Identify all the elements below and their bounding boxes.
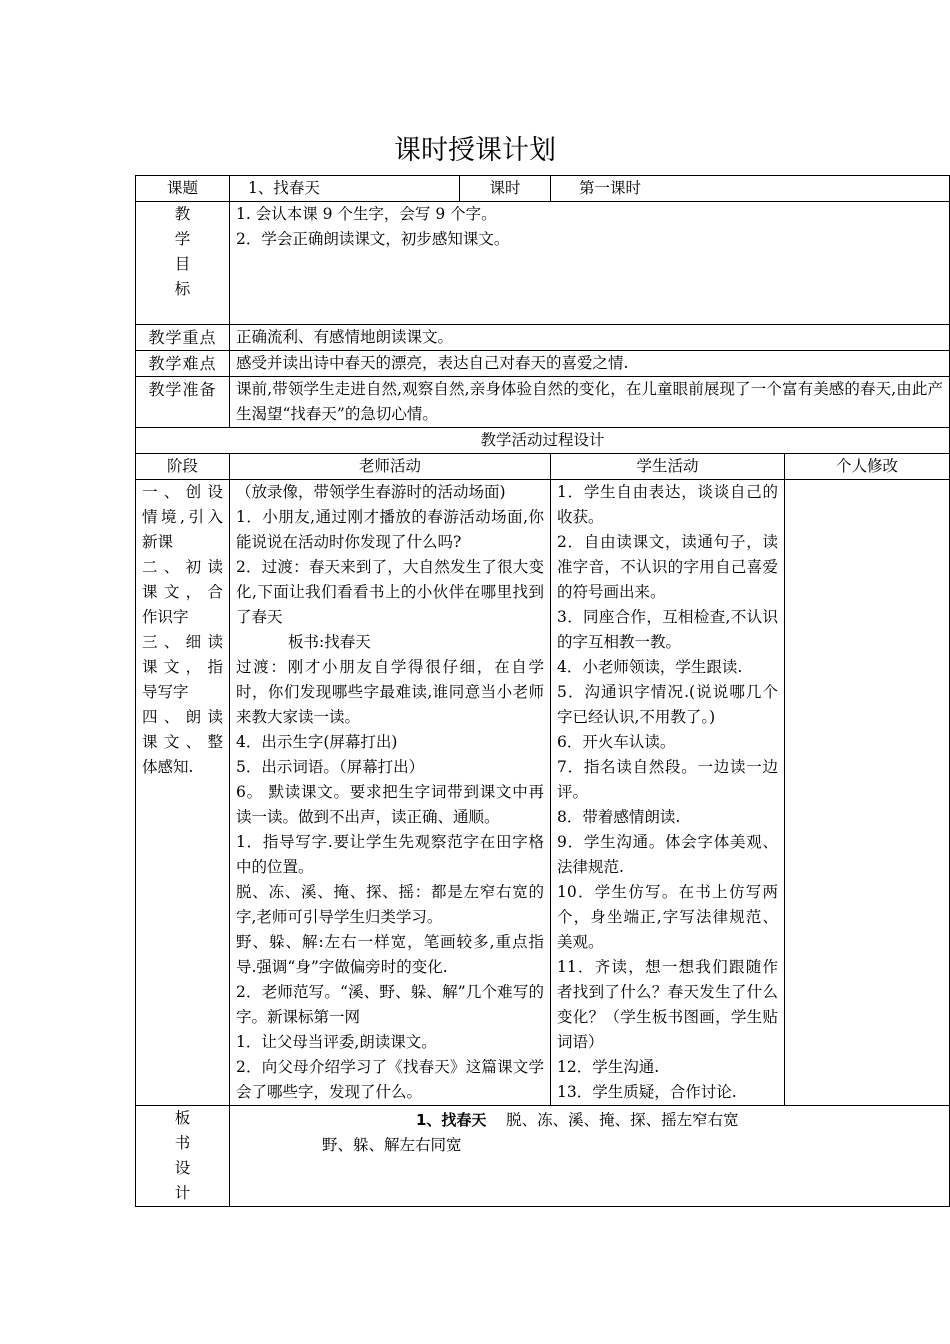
teacher-activity: 过渡：刚才小朋友自学得很仔细，在自学时，你们发现哪些字最难读,谁同意当小老师来教大家读一读。 (236, 658, 544, 726)
difficulty-row (136, 351, 950, 377)
student-activity: 12．学生沟通. (557, 1058, 660, 1076)
teacher-activity: 4．出示生字(屏幕打出) (236, 733, 398, 751)
key-point-label: 教学重点 (136, 325, 230, 351)
difficulty-value: 感受并读出诗中春天的漂亮，表达自己对春天的喜爱之情. (230, 351, 950, 377)
board-heading: 1、找春天 (416, 1111, 487, 1129)
student-activity: 5．沟通识字情况.(说说哪几个字已经认识,不用教了。) (557, 683, 778, 726)
stage-line: 课文，指 (142, 658, 223, 676)
teacher-activity: （放录像，带领学生春游时的活动场面) (236, 483, 506, 501)
key-point-value: 正确流利、有感情地朗读课文。 (230, 325, 950, 351)
period-value: 第一课时 (551, 176, 950, 202)
objectives-content (230, 202, 950, 325)
lesson-plan-table (135, 175, 950, 1207)
teacher-activity: 板书:找春天 (288, 633, 371, 651)
stage-cell (136, 480, 230, 1106)
personal-notes-cell (785, 480, 950, 1106)
student-activity: 13．学生质疑，合作讨论. (557, 1083, 737, 1101)
board-line-1 (236, 1108, 943, 1133)
board-design-label: 板 书 设 计 (136, 1106, 230, 1207)
process-title-row (136, 428, 950, 454)
student-column-header: 学生活动 (551, 454, 785, 480)
page-title: 课时授课计划 (394, 135, 556, 166)
difficulty-label: 教学难点 (136, 351, 230, 377)
objective-item: 2．学会正确朗读课文，初步感知课文。 (236, 230, 510, 248)
stage-line: 作识字 (142, 608, 189, 626)
column-header-row (136, 454, 950, 480)
student-activity: 9．学生沟通。体会字体美观、法律规范. (557, 833, 778, 876)
board-text-1: 脱、冻、溪、掩、探、摇左窄右宽 (506, 1111, 739, 1129)
objectives-label: 教 学 目 标 (136, 202, 230, 325)
preparation-value: 课前,带领学生走进自然,观察自然,亲身体验自然的变化，在儿童眼前展现了一个富有美感的春天,由此产生渴望“找春天”的急切心情。 (230, 377, 950, 428)
teacher-activity: 脱、冻、溪、掩、探、摇：都是左窄右宽的字,老师可引导学生归类学习。 (236, 883, 544, 926)
board-line-2: 野、躲、解左右同宽 (322, 1136, 462, 1154)
teacher-activity: 1．让父母当评委,朗读课文。 (236, 1033, 437, 1051)
topic-label: 课题 (136, 176, 230, 202)
teacher-activity: 5．出示词语。（屏幕打出） (236, 758, 425, 776)
stage-line: 导写字 (142, 683, 189, 701)
teacher-activities-cell (230, 480, 551, 1106)
student-activity: 8．带着感情朗读. (557, 808, 681, 826)
stage-line: 四、朗读 (142, 708, 223, 726)
student-activity: 10．学生仿写。在书上仿写两个，身坐端正,字写法律规范、美观。 (557, 883, 778, 951)
student-activity: 1．学生自由表达，谈谈自己的收获。 (557, 483, 778, 526)
teacher-activity: 6。 默读课文。要求把生字词带到课文中再读一读。做到不出声，读正确、通顺。 (236, 783, 544, 826)
stage-column-header: 阶段 (136, 454, 230, 480)
student-activity: 3．同座合作，互相检查,不认识的字互相教一教。 (557, 608, 778, 651)
teacher-activity: 2．过渡：春天来到了，大自然发生了很大变化,下面让我们看看书上的小伙伴在哪里找到了春天 (236, 558, 544, 626)
teacher-activity: 1．小朋友,通过刚才播放的春游活动场面,你能说说在活动时你发现了什么吗? (236, 508, 544, 551)
stage-line: 一、创设 (142, 483, 223, 501)
preparation-label: 教学准备 (136, 377, 230, 428)
teacher-activity: 2．老师范写。“溪、野、躲、解”几个难写的字。新课标第一网 (236, 983, 544, 1026)
stage-line: 新课 (142, 533, 174, 551)
stage-line: 课文，合 (142, 583, 223, 601)
student-activity: 7．指名读自然段。一边读一边评。 (557, 758, 778, 801)
period-label: 课时 (460, 176, 551, 202)
preparation-row (136, 377, 950, 428)
teacher-activity: 2．向父母介绍学习了《找春天》这篇课文学会了哪些字，发现了什么。 (236, 1058, 544, 1101)
key-point-row (136, 325, 950, 351)
activities-row (136, 480, 950, 1106)
stage-line: 课文、整 (142, 733, 223, 751)
stage-line: 三、细读 (142, 633, 223, 651)
objectives-row (136, 202, 950, 325)
student-activity: 11．齐读，想一想我们跟随作者找到了什么？春天发生了什么变化？（学生板书图画，学生贴词语） (557, 958, 778, 1051)
objective-item: 1. 会认本课 9 个生字，会写 9 个字。 (236, 205, 497, 223)
student-activities-cell (551, 480, 785, 1106)
topic-value: 1、找春天 (230, 176, 460, 202)
teacher-activity: 野、躲、解:左右一样宽，笔画较多,重点指导.强调“身”字做偏旁时的变化. (236, 933, 544, 976)
stage-line: 体感知. (142, 758, 194, 776)
header-row (136, 176, 950, 202)
teacher-activity: 1．指导写字.要让学生先观察范字在田字格中的位置。 (236, 833, 544, 876)
board-design-content (230, 1106, 950, 1207)
board-design-row (136, 1106, 950, 1207)
stage-line: 二、初读 (142, 558, 223, 576)
student-activity: 4．小老师领读，学生跟读. (557, 658, 743, 676)
personal-column-header: 个人修改 (785, 454, 950, 480)
student-activity: 2．自由读课文，读通句子，读准字音，不认识的字用自己喜爱的符号画出来。 (557, 533, 778, 601)
stage-line: 情境,引入 (142, 508, 223, 526)
teacher-column-header: 老师活动 (230, 454, 551, 480)
process-title: 教学活动过程设计 (136, 428, 950, 454)
student-activity: 6．开火车认读。 (557, 733, 676, 751)
